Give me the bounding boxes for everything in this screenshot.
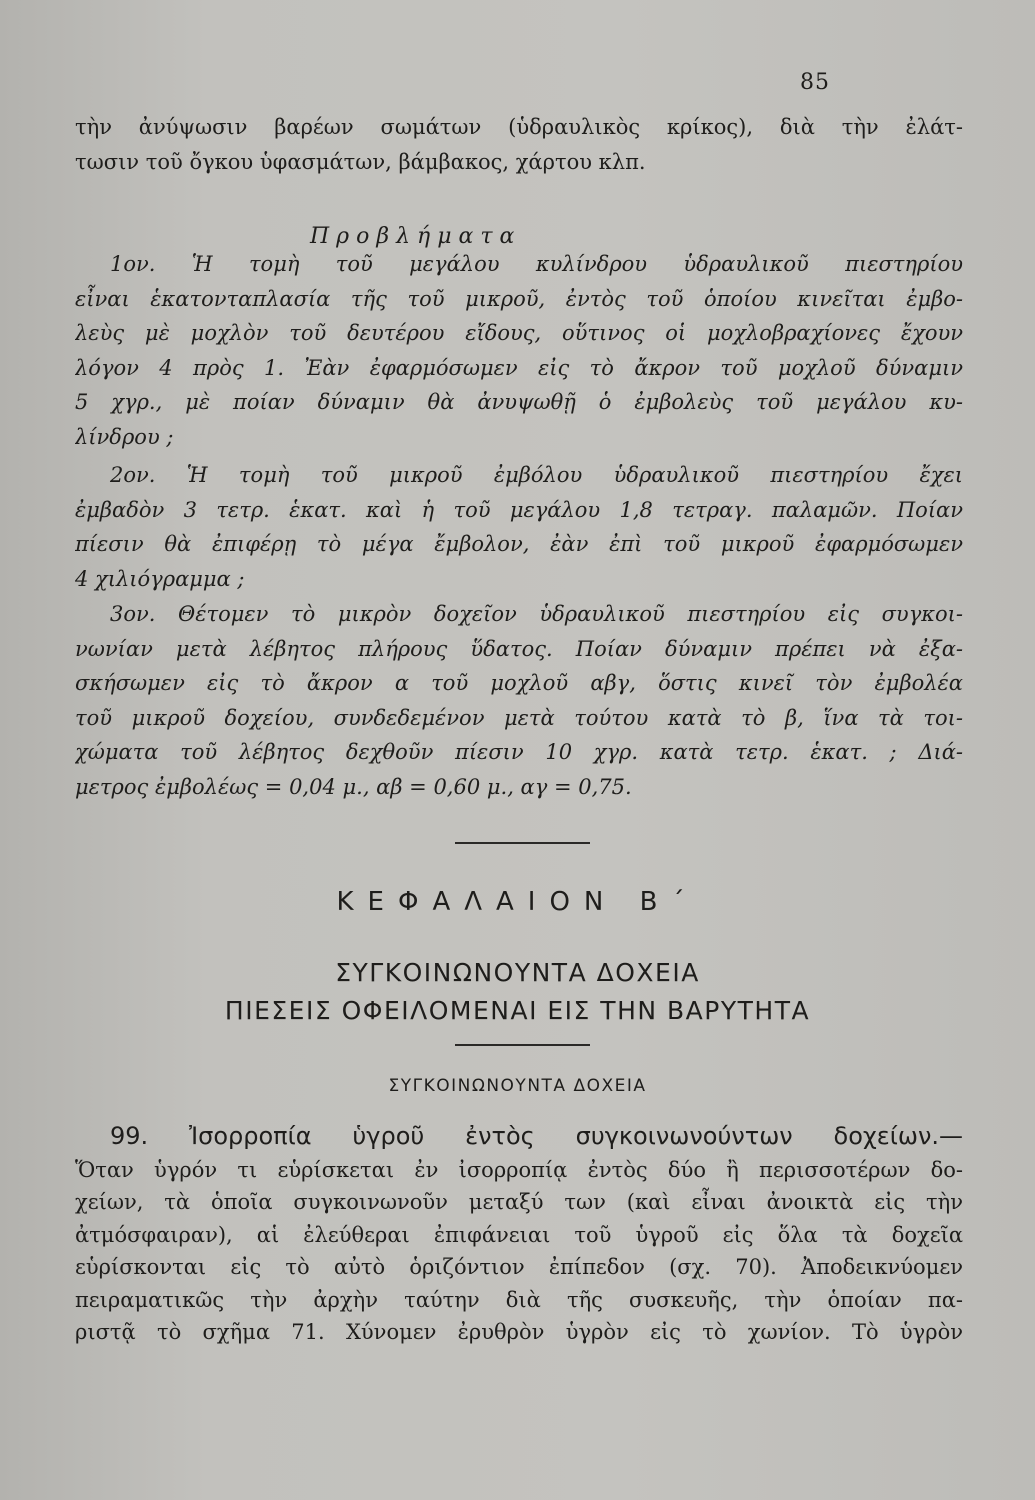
text-line: πειραματικῶς τὴν ἀρχὴν ταύτην διὰ τῆς συσκευῆς, τὴν ὁποίαν πα-: [75, 1287, 963, 1312]
text-line: λίνδρου ;: [75, 424, 174, 449]
chapter-title-line: ΠΙΕΣΕΙΣ ΟΦΕΙΛΟΜΕΝΑΙ ΕΙΣ ΤΗΝ ΒΑΡΥΤΗΤΑ: [224, 996, 811, 1025]
text-line: 3ον. Θέτομεν τὸ μικρὸν δοχεῖον ὑδραυλικοῦ πιεστηρίου εἰς συγκοι-: [110, 602, 963, 626]
problem-2: [75, 458, 963, 596]
page-number: 85: [800, 70, 830, 95]
text-line: λεὺς μὲ μοχλὸν τοῦ δευτέρου εἴδους, οὕτινος οἱ μοχλοβραχίονες ἔχουν: [75, 321, 963, 345]
text-line: τοῦ μικροῦ δοχείου, συνδεδεμένον μετὰ τούτου κατὰ τὸ β, ἵνα τὰ τοι-: [75, 705, 963, 730]
text-line: λόγον 4 πρὸς 1. Ἐὰν ἐφαρμόσωμεν εἰς τὸ ἄκρον τοῦ μοχλοῦ δύναμιν: [75, 355, 963, 380]
text-line: σκήσωμεν εἰς τὸ ἄκρον α τοῦ μοχλοῦ αβγ, ὅστις κινεῖ τὸν ἐμβολέα: [75, 671, 963, 695]
text-line: 1ον. Ἡ τομὴ τοῦ μεγάλου κυλίνδρου ὑδραυλικοῦ πιεστηρίου: [110, 252, 963, 276]
text-line: νωνίαν μετὰ λέβητος πλήρους ὕδατος. Ποίαν δύναμιν πρέπει νὰ ἐξα-: [75, 636, 963, 661]
text-line: μετρος ἐμβολέως = 0,04 μ., αβ = 0,60 μ., αγ = 0,75.: [75, 774, 632, 799]
divider: [455, 842, 590, 844]
text-line: εὑρίσκονται εἰς τὸ αὐτὸ ὁριζόντιον ἐπίπεδον (σχ. 70). Ἀποδεικνύομεν: [75, 1255, 963, 1279]
text-line: ἀτμόσφαιραν), αἱ ἐλεύθεραι ἐπιφάνειαι τοῦ ὑγροῦ εἰς ὅλα τὰ δοχεῖα: [75, 1222, 963, 1247]
problem-3: [75, 597, 963, 804]
text-line: 5 χγρ., μὲ ποίαν δύναμιν θὰ ἀνυψωθῇ ὁ ἐμβολεὺς τοῦ μεγάλου κυ-: [75, 390, 963, 414]
text-line: εἶναι ἑκατονταπλασία τῆς τοῦ μικροῦ, ἐντὸς τοῦ ὁποίου κινεῖται ἐμβο-: [75, 286, 963, 311]
text-line: χείων, τὰ ὁποῖα συγκοινωνοῦν μεταξύ των (καὶ εἶναι ἀνοικτὰ εἰς τὴν: [75, 1190, 963, 1214]
text-line: ριστᾷ τὸ σχῆμα 71. Χύνομεν ἐρυθρὸν ὑγρὸν εἰς τὸ χωνίον. Τὸ ὑγρὸν: [75, 1320, 963, 1344]
text-line: χώματα τοῦ λέβητος δεχθοῦν πίεσιν 10 χγρ. κατὰ τετρ. ἑκατ. ; Διά-: [75, 740, 963, 764]
text-line: τὴν ἀνύψωσιν βαρέων σωμάτων (ὑδραυλικὸς κρίκος), διὰ τὴν ἐλάτ-: [75, 115, 963, 139]
problems-heading: Προβλήματα: [310, 224, 522, 249]
text-line: Ὅταν ὑγρόν τι εὑρίσκεται ἐν ἰσορροπίᾳ ἐντὸς δύο ἢ περισσοτέρων δο-: [75, 1157, 963, 1182]
article-title-text: 99. Ἰσορροπία ὑγροῦ ἐντὸς συγκοινωνούντων δοχείων.—: [110, 1122, 963, 1150]
divider: [455, 1044, 590, 1046]
problem-1: [75, 247, 963, 454]
text-line: πίεσιν θὰ ἐπιφέρῃ τὸ μέγα ἔμβολον, ἐὰν ἐπὶ τοῦ μικροῦ ἐφαρμόσωμεν: [75, 532, 963, 556]
text-line: ἐμβαδὸν 3 τετρ. ἑκατ. καὶ ἡ τοῦ μεγάλου 1,8 τετραγ. παλαμῶν. Ποίαν: [75, 497, 963, 522]
text-line: 2ον. Ἡ τομὴ τοῦ μικροῦ ἐμβόλου ὑδραυλικοῦ πιεστηρίου ἔχει: [110, 463, 963, 487]
article-title: [75, 1120, 963, 1154]
intro-paragraph: [75, 110, 963, 179]
chapter-title-line: ΣΥΓΚΟΙΝΩΝΟΥΝΤΑ ΔΟΧΕΙΑ: [335, 958, 700, 987]
section-heading: ΣΥΓΚΟΙΝΩΝΟΥΝΤΑ ΔΟΧΕΙΑ: [388, 1076, 647, 1096]
chapter-label: ΚΕΦΑΛΑΙΟΝ Β΄: [336, 887, 699, 917]
article-99: [75, 1120, 963, 1349]
text-line: τωσιν τοῦ ὄγκου ὑφασμάτων, βάμβακος, χάρτου κλπ.: [75, 149, 646, 174]
text-line: 4 χιλιόγραμμα ;: [75, 566, 245, 591]
